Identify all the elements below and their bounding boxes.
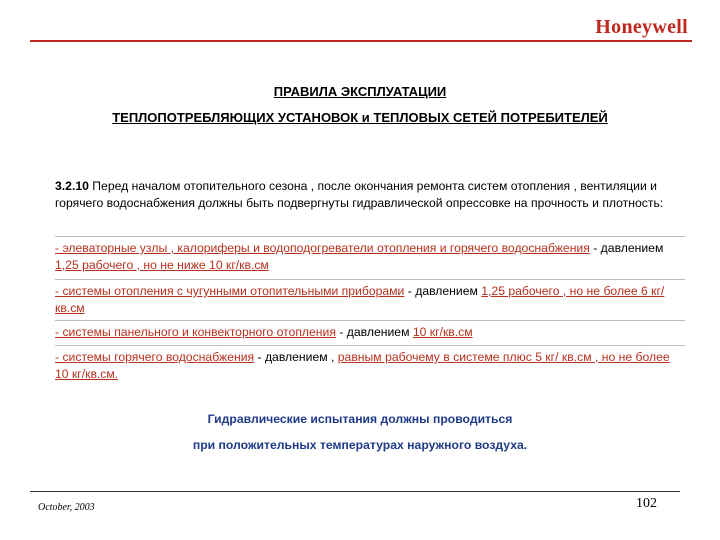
page-title-line-2: ТЕПЛОПОТРЕБЛЯЮЩИХ УСТАНОВОК и ТЕПЛОВЫХ СЕТЕЙ ПОТРЕБИТЕЛЕЙ bbox=[112, 110, 608, 125]
item-subject: - системы панельного и конвекторного отопления bbox=[55, 325, 336, 339]
requirement-item bbox=[55, 320, 685, 341]
header-divider bbox=[30, 40, 692, 42]
page-number: 102 bbox=[636, 496, 657, 511]
brand-logo: Honeywell bbox=[595, 16, 688, 38]
section-number: 3.2.10 bbox=[55, 179, 89, 193]
intro-text: Перед началом отопительного сезона , после окончания ремонта систем отопления , вентиляции и горячего водоснабжения должны быть подвергнуты гидравлической опрессовке на прочность и плотность: bbox=[55, 179, 664, 210]
footer-date: October, 2003 bbox=[38, 502, 95, 513]
intro-paragraph bbox=[55, 178, 685, 211]
item-subject: - элеваторные узлы , калориферы и водоподогреватели отопления и горячего водоснабжения bbox=[55, 241, 590, 255]
item-pressure-value: 1,25 рабочего , но не более 6 кг/кв.см bbox=[55, 284, 665, 315]
item-connector: - давлением , bbox=[254, 350, 338, 364]
requirement-item bbox=[55, 345, 685, 382]
item-connector: - давлением bbox=[589, 241, 664, 255]
closing-note-line-2: при положительных температурах наружного воздуха. bbox=[192, 438, 528, 452]
footer-divider bbox=[30, 491, 680, 492]
closing-note-line-1: Гидравлические испытания должны проводиться bbox=[207, 412, 513, 426]
item-connector: - давлением bbox=[335, 325, 413, 339]
item-subject: - системы отопления с чугунными отопительными приборами bbox=[55, 284, 405, 298]
page-title-line-1: ПРАВИЛА ЭКСПЛУАТАЦИИ bbox=[273, 84, 447, 99]
requirement-item bbox=[55, 279, 685, 316]
item-subject: - системы горячего водоснабжения bbox=[55, 350, 255, 364]
item-pressure-value: 10 кг/кв.см bbox=[412, 325, 473, 339]
item-pressure-value: равным рабочему в системе плюс 5 кг/ кв.см , но не более 10 кг/кв.см. bbox=[55, 350, 670, 381]
item-connector: - давлением bbox=[404, 284, 482, 298]
item-pressure-value: 1,25 рабочего , но не ниже 10 кг/кв.см bbox=[55, 257, 269, 272]
requirement-item bbox=[55, 236, 685, 273]
